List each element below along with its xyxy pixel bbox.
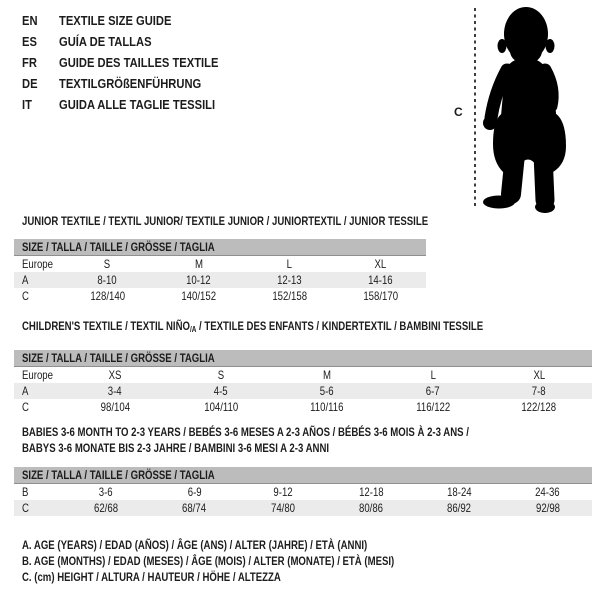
language-code: IT	[22, 97, 32, 112]
size-cell: XS	[108, 368, 122, 382]
legend-line-c: C. (cm) HEIGHT / ALTURA / HAUTEUR / HÖHE / ALTEZZA	[22, 570, 281, 584]
height-dotted-line	[474, 8, 476, 206]
size-cell: 122/128	[521, 400, 557, 414]
size-table-header: SIZE / TALLA / TAILLE / GRÖSSE / TAGLIA	[14, 239, 426, 256]
language-code: ES	[22, 34, 37, 49]
size-cell: 74/80	[270, 501, 295, 515]
size-table-header: SIZE / TALLA / TAILLE / GRÖSSE / TAGLIA	[14, 350, 592, 367]
babies-section-title-line2: BABYS 3-6 MONATE BIS 2-3 JAHRE / BAMBINI 3-6 MESI A 2-3 ANNI	[22, 441, 330, 455]
size-cell: 24-36	[535, 485, 561, 499]
table-row-europe	[14, 367, 592, 383]
table-row-height	[14, 500, 592, 516]
size-cell: 104/110	[204, 400, 238, 414]
height-label-c: C	[454, 105, 463, 119]
size-cell: 6-7	[426, 384, 440, 398]
babies-section-title-line1: BABIES 3-6 MONTH TO 2-3 YEARS / BEBÉS 3-6 MESES A 2-3 AÑOS / BÉBÉS 3-6 MOIS À 2-3 ANS /	[22, 425, 469, 439]
size-cell: 6-9	[187, 485, 202, 499]
language-row	[22, 10, 244, 31]
language-code: DE	[22, 76, 38, 91]
junior-section-title: JUNIOR TEXTILE / TEXTIL JUNIOR/ TEXTILE JUNIOR / JUNIORTEXTIL / JUNIOR TESSILE	[22, 214, 429, 228]
size-cell: 3-4	[108, 384, 122, 398]
language-row	[22, 94, 244, 115]
row-label: Europe	[22, 257, 53, 271]
row-label: A	[22, 273, 29, 287]
size-cell: 128/140	[90, 289, 125, 303]
size-cell: M	[194, 257, 203, 271]
table-row-height	[14, 399, 592, 415]
size-cell: 7-8	[532, 384, 546, 398]
size-cell: 12-13	[277, 273, 302, 287]
row-label: A	[22, 384, 29, 398]
junior-size-table	[14, 239, 426, 304]
size-cell: XL	[533, 368, 545, 382]
language-label: GUÍA DE TALLAS	[59, 34, 152, 49]
size-cell: L	[430, 368, 436, 382]
language-code: EN	[22, 13, 38, 28]
language-label: TEXTILGRÖßENFÜHRUNG	[59, 76, 202, 91]
language-guide-list	[22, 10, 244, 115]
row-label: B	[22, 485, 29, 499]
size-cell: 14-16	[368, 273, 393, 287]
table-row-age	[14, 272, 426, 288]
size-cell: L	[286, 257, 293, 271]
size-cell: 140/152	[181, 289, 216, 303]
language-code: FR	[22, 55, 37, 70]
row-label: C	[22, 289, 29, 303]
toddler-silhouette-icon	[481, 4, 595, 214]
babies-size-table	[14, 467, 592, 516]
size-cell: 92/98	[535, 501, 560, 515]
size-cell: S	[104, 257, 111, 271]
size-cell: 3-6	[99, 485, 114, 499]
size-cell: 9-12	[273, 485, 293, 499]
subscript-a: /A	[189, 325, 197, 334]
table-row-height	[14, 288, 426, 304]
size-cell: 116/122	[416, 400, 450, 414]
language-row	[22, 52, 244, 73]
size-table-header: SIZE / TALLA / TAILLE / GRÖSSE / TAGLIA	[14, 467, 592, 484]
size-cell: M	[323, 368, 331, 382]
size-cell: 18-24	[447, 485, 472, 499]
row-label: C	[22, 400, 29, 414]
size-cell: 4-5	[214, 384, 228, 398]
table-row-age	[14, 383, 592, 399]
table-row-europe	[14, 256, 426, 272]
size-cell: 110/116	[310, 400, 344, 414]
size-cell: 10-12	[186, 273, 211, 287]
legend	[22, 537, 487, 585]
children-section-title: CHILDREN'S TEXTILE / TEXTIL $NIÑO_{/A}$ / TEXTILE DES ENFANTS / KINDERTEXTIL / BAMBINI TESSILE	[22, 319, 484, 334]
size-cell: 152/158	[272, 289, 307, 303]
size-cell: 8-10	[97, 273, 118, 287]
row-label: C	[22, 501, 29, 515]
size-cell: 86/92	[447, 501, 472, 515]
size-cell: 62/68	[94, 501, 119, 515]
size-cell: 12-18	[358, 485, 384, 499]
size-cell: 5-6	[320, 384, 334, 398]
row-label: Europe	[22, 368, 53, 382]
table-row-age-months	[14, 484, 592, 500]
legend-line-b: B. AGE (MONTHS) / EDAD (MESES) / ÂGE (MOIS) / ALTER (MONATE) / ETÀ (MESI)	[22, 554, 395, 568]
size-cell: 80/86	[359, 501, 384, 515]
language-label: GUIDA ALLE TAGLIE TESSILI	[59, 97, 216, 112]
legend-line-a: A. AGE (YEARS) / EDAD (AÑOS) / ÂGE (ANS) / ALTER (JAHRE) / ETÀ (ANNI)	[22, 538, 368, 552]
children-size-table	[14, 350, 592, 415]
language-row	[22, 31, 244, 52]
size-cell: S	[217, 368, 225, 382]
size-cell: 98/104	[100, 400, 130, 414]
language-label: TEXTILE SIZE GUIDE	[59, 13, 172, 28]
language-label: GUIDE DES TAILLES TEXTILE	[59, 55, 219, 70]
size-cell: 158/170	[363, 289, 398, 303]
language-row	[22, 73, 244, 94]
size-cell: XL	[374, 257, 387, 271]
size-cell: 68/74	[182, 501, 207, 515]
